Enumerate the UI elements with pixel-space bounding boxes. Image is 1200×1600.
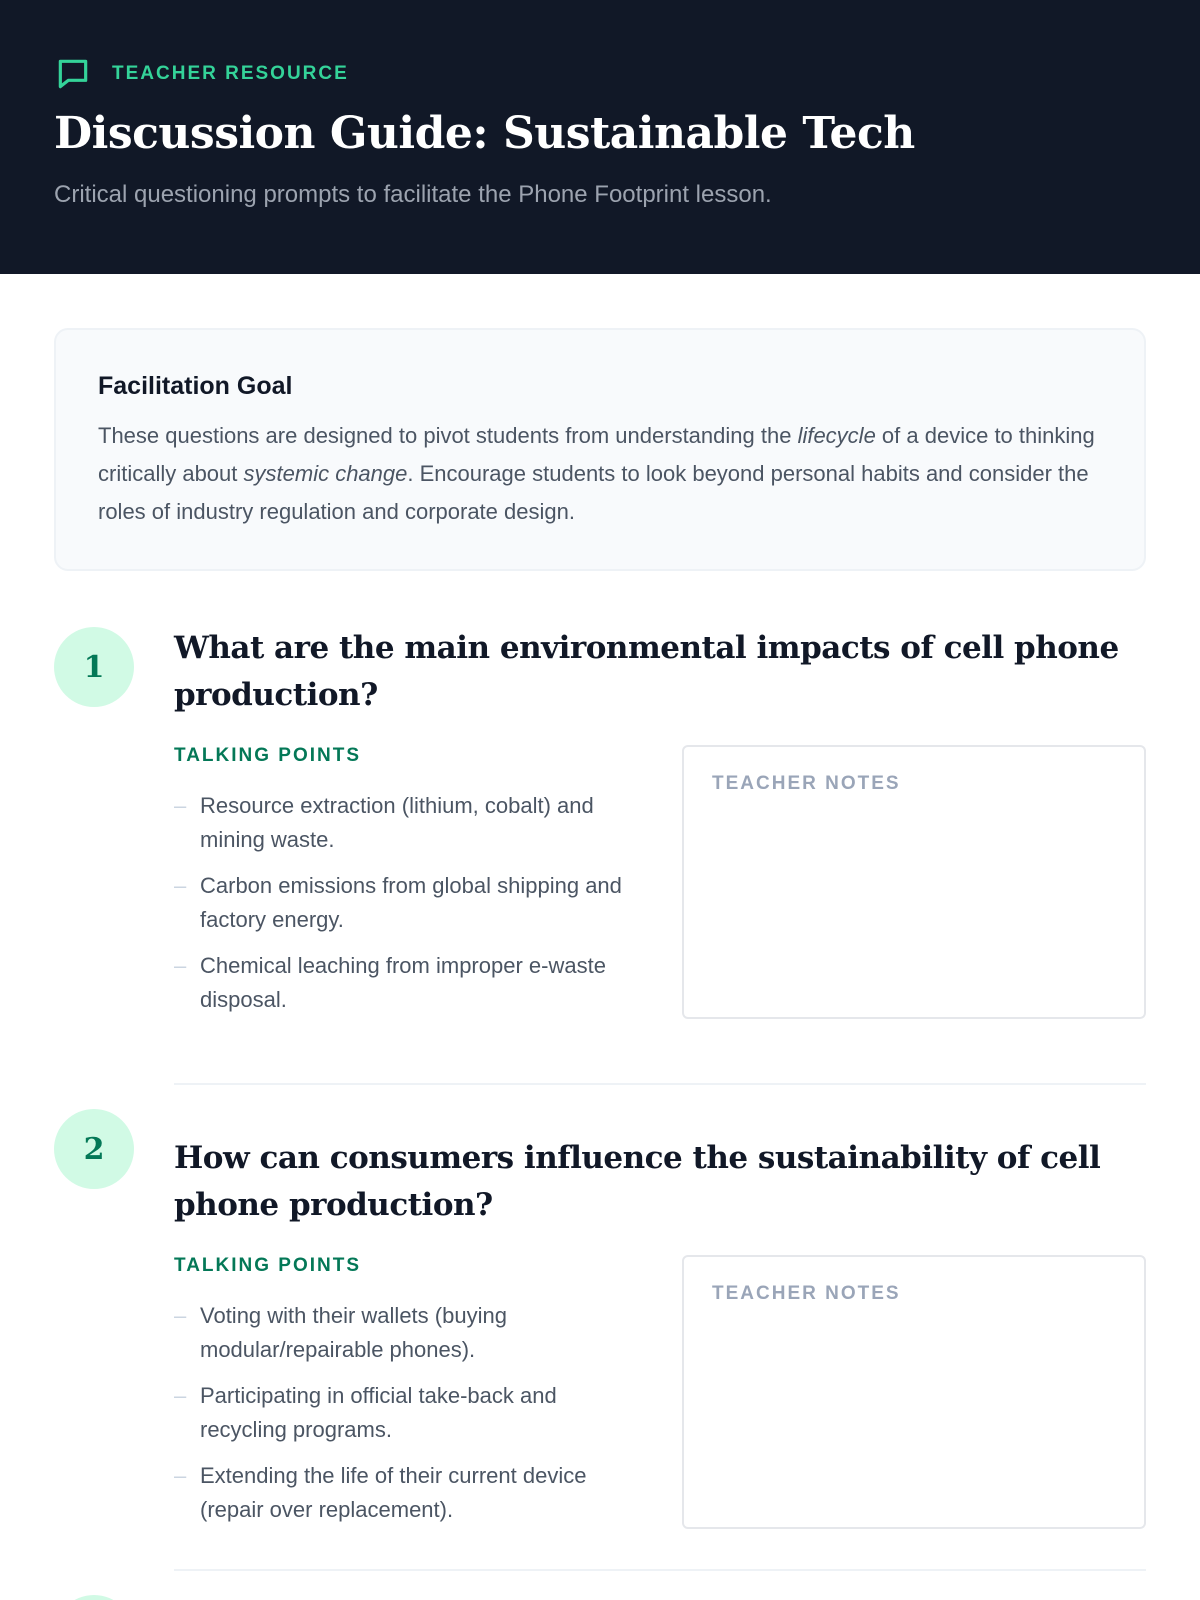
list-item: – Voting with their wallets (buying modular/repairable phones). bbox=[174, 1299, 636, 1367]
page-header bbox=[0, 0, 1200, 274]
question-body bbox=[174, 625, 1146, 1029]
talking-points-list bbox=[174, 1299, 636, 1527]
talking-points bbox=[174, 1255, 636, 1539]
eyebrow-label: TEACHER RESOURCE bbox=[112, 63, 349, 84]
goal-emphasis: systemic change bbox=[243, 461, 408, 486]
goal-text-part: of a device to thinking critically about bbox=[98, 423, 1095, 486]
talking-points-label: TALKING POINTS bbox=[174, 1255, 362, 1276]
talking-points-label: TALKING POINTS bbox=[174, 745, 362, 766]
eyebrow bbox=[54, 54, 1146, 94]
goal-emphasis: lifecycle bbox=[797, 423, 876, 448]
goal-text-part: . Encourage students to look beyond personal habits and consider the roles of industry regulation and corporate design. bbox=[98, 461, 1089, 524]
teacher-notes-label: TEACHER NOTES bbox=[712, 773, 901, 794]
question-columns bbox=[174, 745, 1146, 1029]
page-subtitle: Critical questioning prompts to facilitate the Phone Footprint lesson. bbox=[54, 181, 772, 208]
question-body bbox=[174, 1569, 1146, 1600]
list-item: – Extending the life of their current device (repair over replacement). bbox=[174, 1459, 636, 1527]
chat-bubble-icon bbox=[54, 55, 92, 93]
goal-text bbox=[98, 417, 1102, 531]
list-item: – Carbon emissions from global shipping and factory energy. bbox=[174, 869, 636, 937]
question-number-badge: 1 bbox=[54, 627, 134, 707]
talking-points bbox=[174, 745, 636, 1029]
teacher-notes-box[interactable] bbox=[682, 1255, 1146, 1529]
teacher-notes-label: TEACHER NOTES bbox=[712, 1283, 901, 1304]
goal-text-part: These questions are designed to pivot students from understanding the bbox=[98, 423, 798, 448]
teacher-notes-box[interactable] bbox=[682, 745, 1146, 1019]
facilitation-goal-card bbox=[54, 328, 1146, 571]
list-item: – Resource extraction (lithium, cobalt) and mining waste. bbox=[174, 789, 636, 857]
list-item: – Chemical leaching from improper e-waste disposal. bbox=[174, 949, 636, 1017]
question-columns bbox=[174, 1255, 1146, 1539]
list-item: – Participating in official take-back and recycling programs. bbox=[174, 1379, 636, 1447]
talking-points-list bbox=[174, 789, 636, 1017]
question-title: What are the main environmental impacts of cell phone production? bbox=[174, 630, 1119, 713]
question-number-badge bbox=[54, 1595, 134, 1600]
question-2 bbox=[54, 1083, 1146, 1539]
page-title: Discussion Guide: Sustainable Tech bbox=[54, 108, 915, 159]
goal-title: Facilitation Goal bbox=[98, 372, 293, 400]
main-content bbox=[0, 274, 1200, 1600]
question-1 bbox=[54, 625, 1146, 1029]
question-body bbox=[174, 1083, 1146, 1539]
question-title: How can consumers influence the sustainability of cell phone production? bbox=[174, 1140, 1101, 1223]
question-number-badge: 2 bbox=[54, 1109, 134, 1189]
question-3-partial bbox=[54, 1569, 1146, 1600]
